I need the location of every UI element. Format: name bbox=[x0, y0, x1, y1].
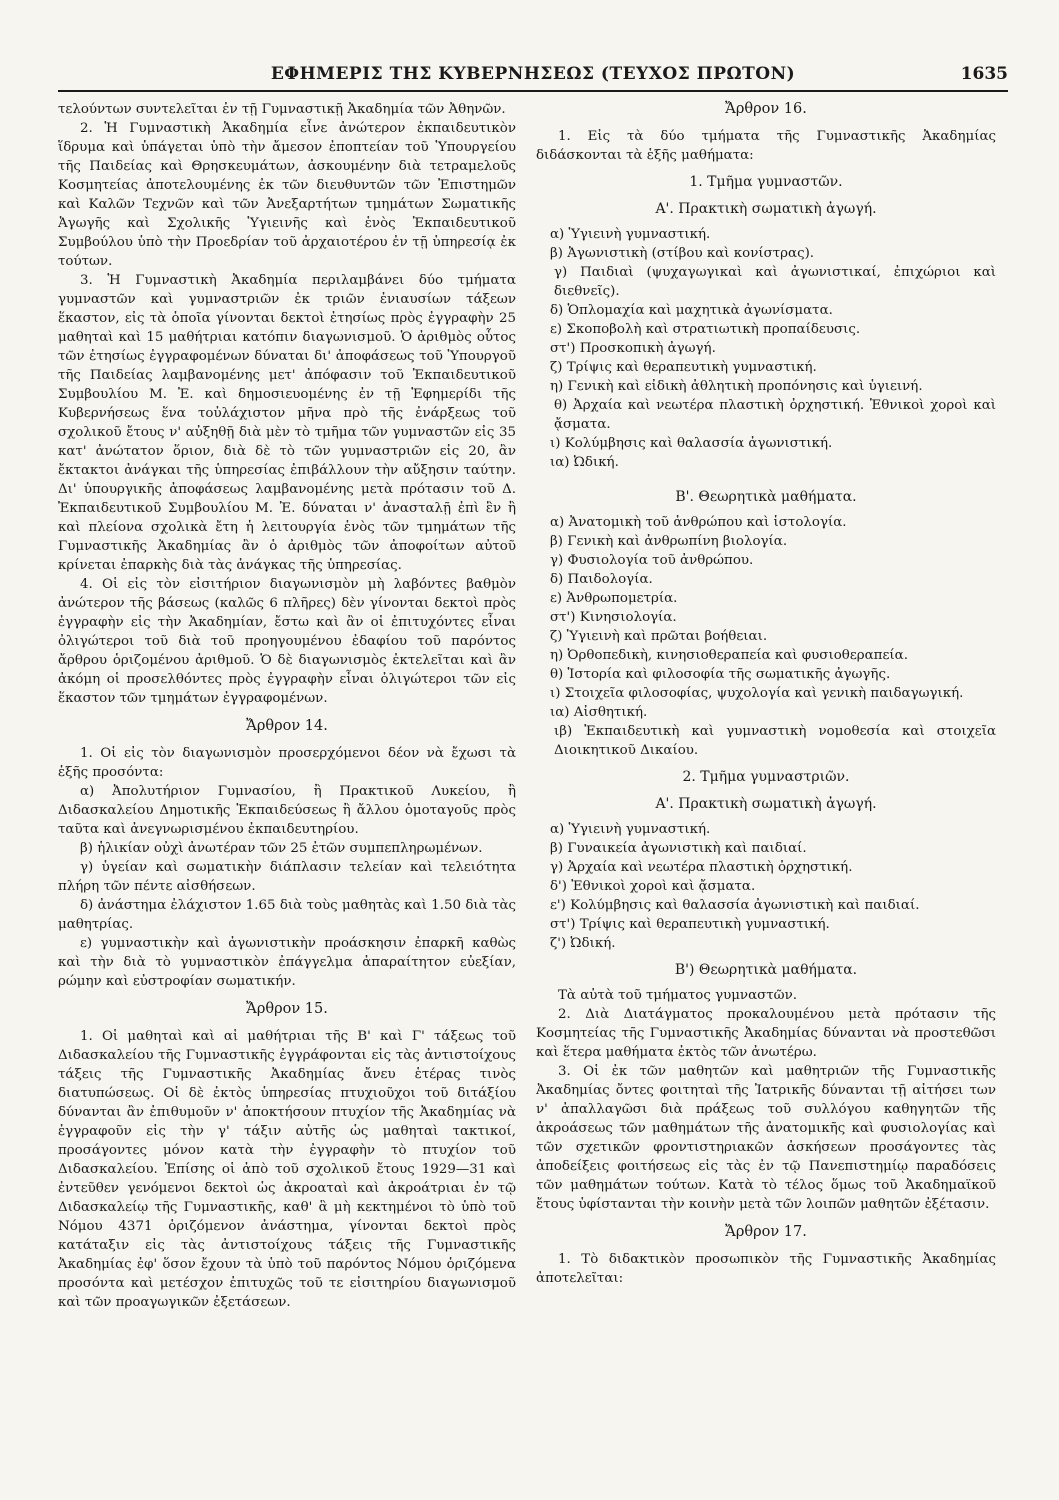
list-item: β) Γυναικεία ἀγωνιστικὴ καὶ παιδιαί. bbox=[550, 841, 807, 856]
paragraph: τελούντων συντελεῖται ἐν τῇ Γυμναστικῇ Ἀκαδημία τῶν Ἀθηνῶν. bbox=[58, 102, 506, 117]
section-heading: 1. Τμῆμα γυμναστῶν. bbox=[689, 174, 843, 190]
list-item: γ) Φυσιολογία τοῦ ἀνθρώπου. bbox=[550, 553, 754, 568]
list-item: α) Ἀνατομικὴ τοῦ ἀνθρώπου καὶ ἱστολογία. bbox=[550, 515, 847, 530]
list-item: δ') Ἐθνικοὶ χοροὶ καὶ ᾄσματα. bbox=[550, 879, 756, 894]
list-item: ε) Ἀνθρωπομετρία. bbox=[550, 591, 678, 606]
paragraph: 1. Τὸ διδακτικὸν προσωπικὸν τῆς Γυμναστικῆς Ἀκαδημίας ἀποτελεῖται: bbox=[536, 1252, 996, 1286]
gazette-title: ΕΦΗΜΕΡΙΣ ΤΗΣ ΚΥΒΕΡΝΗΣΕΩΣ (ΤΕΥΧΟΣ ΠΡΩΤΟΝ) bbox=[270, 64, 796, 84]
paragraph: 1. Οἱ εἰς τὸν διαγωνισμὸν προσερχόμενοι δέον νὰ ἔχωσι τὰ ἑξῆς προσόντα: bbox=[58, 746, 516, 780]
page-header bbox=[58, 60, 1008, 92]
list-item: θ) Ἱστορία καὶ φιλοσοφία τῆς σωματικῆς ἀγωγῆς. bbox=[550, 667, 891, 682]
list-item: ζ) Ὑγιεινὴ καὶ πρῶται βοήθειαι. bbox=[550, 629, 768, 644]
paragraph: 2. Ἡ Γυμναστικὴ Ἀκαδημία εἶνε ἀνώτερον ἐκπαιδευτικὸν ἵδρυμα καὶ ὑπάγεται ὑπὸ τὴν ἄμεσον ἐποπτείαν τοῦ Ὑπουργείου τῆς Παιδείας καὶ Θρησκευμάτων, ἀσκουμένην διὰ τετραμελοῦς Κοσμητείας ἀποτελουμένης ἐκ τῶν διευθυντῶν τῶν Ἐπιστημῶν καὶ Καλῶν Τεχνῶν καὶ τῶν Ἀνεξαρτήτων τμημάτων Σωματικῆς Ἀγωγῆς καὶ Σχολικῆς Ὑγιεινῆς καὶ ἑνὸς Ἐκπαιδευτικοῦ Συμβούλου ὑπὸ τὴν Προεδρίαν τοῦ ἀρχαιοτέρου ἐν τῇ ὑπηρεσίᾳ ἐκ τούτων. bbox=[58, 121, 516, 269]
paragraph: 2. Διὰ Διατάγματος προκαλουμένου μετὰ πρότασιν τῆς Κοσμητείας τῆς Γυμναστικῆς Ἀκαδημίας δύνανται νὰ προστεθῶσι καὶ ἕτερα μαθήματα ἐκτὸς τῶν ἀνωτέρω. bbox=[536, 1007, 996, 1060]
subsection-heading: Α'. Πρακτικὴ σωματικὴ ἀγωγή. bbox=[655, 201, 877, 217]
list-item: ια) Ὠδική. bbox=[550, 455, 619, 470]
right-column bbox=[536, 100, 996, 1288]
subsection-heading: Α'. Πρακτικὴ σωματικὴ ἀγωγή. bbox=[655, 796, 877, 812]
list-item: ε') Κολύμβησις καὶ θαλασσία ἀγωνιστικὴ καὶ παιδιαί. bbox=[550, 898, 920, 913]
paragraph: 1. Εἰς τὰ δύο τμήματα τῆς Γυμναστικῆς Ἀκαδημίας διδάσκονται τὰ ἑξῆς μαθήματα: bbox=[536, 129, 996, 163]
list-item: ιβ) Ἐκπαιδευτικὴ καὶ γυμναστικὴ νομοθεσία καὶ στοιχεῖα Διοικητικοῦ Δικαίου. bbox=[554, 724, 996, 758]
list-item: β) Ἀγωνιστικὴ (στίβου καὶ κονίστρας). bbox=[550, 246, 815, 261]
list-item: η) Ὀρθοπεδικὴ, κινησιοθεραπεία καὶ φυσιοθεραπεία. bbox=[550, 648, 908, 663]
list-item: δ) Παιδολογία. bbox=[550, 572, 653, 587]
list-item: θ) Ἀρχαία καὶ νεωτέρα πλαστικὴ ὀρχηστική. Ἐθνικοὶ χοροὶ καὶ ᾄσματα. bbox=[554, 398, 996, 432]
list-item: γ) Παιδιαὶ (ψυχαγωγικαὶ καὶ ἀγωνιστικαί, ἐπιχώριοι καὶ διεθνεῖς). bbox=[554, 265, 996, 299]
subsection-heading: Β'. Θεωρητικὰ μαθήματα. bbox=[675, 489, 857, 505]
article-heading: Ἄρθρον 17. bbox=[725, 1224, 807, 1240]
list-item: δ) ἀνάστημα ἐλάχιστον 1.65 διὰ τοὺς μαθητὰς καὶ 1.50 διὰ τὰς μαθητρίας. bbox=[58, 898, 516, 932]
list-item: ζ') Ὠδική. bbox=[550, 936, 616, 951]
list-item: γ) ὑγείαν καὶ σωματικὴν διάπλασιν τελείαν καὶ τελειότητα πλήρη τῶν πέντε αἰσθήσεων. bbox=[58, 860, 516, 894]
paragraph: Τὰ αὐτὰ τοῦ τμήματος γυμναστῶν. bbox=[558, 988, 797, 1003]
paragraph: 3. Οἱ ἐκ τῶν μαθητῶν καὶ μαθητριῶν τῆς Γυμναστικῆς Ἀκαδημίας ὄντες φοιτηταὶ τῆς Ἰατρικῆς δύνανται τῇ αἰτήσει των ν' ἀπαλλαγῶσι διὰ πράξεως τοῦ συλλόγου καθηγητῶν τῆς ἀκροάσεως τῶν μαθημάτων τῆς ἀνατομικῆς καὶ φυσιολογίας καὶ τῶν σχετικῶν φροντιστηριακῶν ἀσκήσεων προσάγοντες τὰς ἀποδείξεις φοιτήσεως εἰς τὰς ἐν τῷ Πανεπιστημίῳ παραδόσεις τῶν μαθημάτων τούτων. Κατὰ τὸ τέλος ὅμως τοῦ Ἀκαδημαϊκοῦ ἔτους ὑφίστανται τὴν κοινὴν μετὰ τῶν λοιπῶν μαθητῶν ἐξέτασιν. bbox=[536, 1064, 996, 1212]
left-column bbox=[58, 100, 516, 1312]
list-item: η) Γενικὴ καὶ εἰδικὴ ἀθλητικὴ προπόνησις καὶ ὑγιεινή. bbox=[550, 379, 923, 394]
list-item: α) Ἀπολυτήριον Γυμνασίου, ἢ Πρακτικοῦ Λυκείου, ἢ Διδασκαλείου Δημοτικῆς Ἐκπαιδεύσεως ἢ ἄλλου ὁμοταγοῦς πρὸς ταῦτα καὶ ἀνεγνωρισμένου ἐκπαιδευτηρίου. bbox=[58, 784, 516, 837]
paragraph: 4. Οἱ εἰς τὸν εἰσιτήριον διαγωνισμὸν μὴ λαβόντες βαθμὸν ἀνώτερον τῆς βάσεως (καλῶς 6 πλῆρες) δὲν γίνονται δεκτοὶ πρὸς ἐγγραφὴν εἰς τὴν Ἀκαδημίαν, ἔστω καὶ ἂν οἱ ἐπιτυχόντες εἶναι ὀλιγώτεροι τοῦ διὰ τοῦ προηγουμένου ἐδαφίου τοῦ παρόντος ἄρθρου ὁριζομένου ἀριθμοῦ. Ὁ δὲ διαγωνισμὸς ἐκτελεῖται καὶ ἂν ἀκόμη οἱ προσελθόντες πρὸς ἐγγραφὴν εἶναι ὀλιγώτεροι τῶν εἰς ἕκαστον τῶν τμημάτων ἐγγραφομένων. bbox=[58, 577, 516, 706]
list-item: γ) Ἀρχαία καὶ νεωτέρα πλαστικὴ ὀρχηστική. bbox=[550, 860, 853, 875]
article-heading: Ἄρθρον 16. bbox=[725, 101, 807, 117]
list-item: ε) Σκοποβολὴ καὶ στρατιωτικὴ προπαίδευσις. bbox=[550, 322, 861, 337]
subsection-heading: Β') Θεωρητικὰ μαθήματα. bbox=[674, 962, 858, 978]
list-item: α) Ὑγιεινὴ γυμναστική. bbox=[550, 822, 711, 837]
list-item: στ') Τρίψις καὶ θεραπευτικὴ γυμναστική. bbox=[550, 917, 830, 932]
list-item: β) ἡλικίαν οὐχὶ ἀνωτέραν τῶν 25 ἐτῶν συμπεπληρωμένων. bbox=[80, 841, 483, 856]
list-item: ζ) Τρίψις καὶ θεραπευτικὴ γυμναστική. bbox=[550, 360, 817, 375]
article-heading: Ἄρθρον 15. bbox=[246, 1001, 328, 1017]
list-item: β) Γενικὴ καὶ ἀνθρωπίνη βιολογία. bbox=[550, 534, 788, 549]
section-heading: 2. Τμῆμα γυμναστριῶν. bbox=[682, 769, 850, 785]
article-heading: Ἄρθρον 14. bbox=[246, 718, 328, 734]
list-item: ι) Κολύμβησις καὶ θαλασσία ἀγωνιστική. bbox=[550, 436, 833, 451]
list-item: ια) Αἰσθητική. bbox=[550, 705, 648, 720]
list-item: α) Ὑγιεινὴ γυμναστική. bbox=[550, 227, 711, 242]
paragraph: 3. Ἡ Γυμναστικὴ Ἀκαδημία περιλαμβάνει δύο τμήματα γυμναστῶν καὶ γυμναστριῶν ἐκ τριῶν ἐνιαυσίων τάξεων ἕκαστον, εἰς τὰ ὁποῖα γίνονται δεκτοὶ ἐτησίως πρὸς ἐγγραφὴν 25 μαθηταὶ καὶ 15 μαθήτριαι κατόπιν διαγωνισμοῦ. Ὁ ἀριθμὸς οὗτος τῶν ἐτησίως ἐγγραφομένων δύναται δι' ἀποφάσεως τοῦ Ὑπουργοῦ τῆς Παιδείας λαμβανομένης μετ' ἀπόφασιν τοῦ Ἐκπαιδευτικοῦ Συμβουλίου Μ. Ἐ. καὶ δημοσιευομένης ἐν τῇ Ἐφημερίδι τῆς Κυβερνήσεως ἕνα τοὐλάχιστον μῆνα πρὸ τῆς ἐνάρξεως τοῦ σχολικοῦ ἔτους ν' αὐξηθῇ διὰ μὲν τὸ τμῆμα τῶν γυμναστῶν εἰς 35 κατ' ἀνώτατον ὅριον, διὰ δὲ τὸ τῶν γυμναστριῶν εἰς 20, ἂν ἔκτακτοι ἀνάγκαι τῆς ὑπηρεσίας ἐπιβάλλουν τὴν αὔξησιν ταύτην. Δι' ὑπουργικῆς ἀποφάσεως λαμβανομένης μετὰ πρότασιν τοῦ Δ. Ἐκπαιδευτικοῦ Συμβουλίου Μ. Ἐ. δύναται ν' ἀνασταλῇ ἐπὶ ἓν ἢ καὶ πλείονα σχολικὰ ἔτη ἡ λειτουργία ἑνὸς τῶν τμημάτων τῆς Γυμναστικῆς Ἀκαδημίας ἂν ὁ ἀριθμὸς τῶν ἀποφοίτων αὐτοῦ κρίνεται ἐπαρκὴς διὰ τὰς ἀνάγκας τῆς ὑπηρεσίας. bbox=[58, 273, 516, 573]
list-item: στ') Κινησιολογία. bbox=[550, 610, 677, 625]
paragraph: 1. Οἱ μαθηταὶ καὶ αἱ μαθήτριαι τῆς Β' καὶ Γ' τάξεως τοῦ Διδασκαλείου τῆς Γυμναστικῆς ἐγγράφονται εἰς τὰς ἀντιστοίχους τάξεις τῆς Γυμναστικῆς Ἀκαδημίας ἄνευ ἑτέρας τινὸς διατυπώσεως. Οἱ δὲ ἐκτὸς ὑπηρεσίας πτυχιοῦχοι τοῦ διτάξίου δύνανται ἂν ἐπιθυμοῦν ν' ἀποκτήσουν πτυχίον τῆς Ἀκαδημίας νὰ ἐγγραφοῦν εἰς τὴν γ' τάξιν αὐτῆς ὡς μαθηταὶ τακτικοί, προσάγοντες μόνον κατὰ τὴν ἐγγραφὴν τὸ πτυχίον τοῦ Διδασκαλείου. Ἐπίσης οἱ ἀπὸ τοῦ σχολικοῦ ἔτους 1929—31 καὶ ἐντεῦθεν γενόμενοι δεκτοὶ ὡς ἀκροαταὶ καὶ ἀκροάτριαι ἐν τῷ Διδασκαλείῳ τῆς Γυμναστικῆς, καθ' ἃ μὴ κεκτημένοι τὸ ὑπὸ τοῦ Νόμου 4371 ὁριζόμενον ἀνάστημα, γίνονται δεκτοὶ πρὸς κατάταξιν εἰς τὰς ἀντιστοίχους τάξεις τῆς Γυμναστικῆς Ἀκαδημίας ἐφ' ὅσον ἔχουν τὰ ὑπὸ τοῦ παρόντος Νόμου ὁριζόμενα προσόντα καὶ μετέσχον ἐπιτυχῶς τοῦ τε εἰσιτηρίου διαγωνισμοῦ καὶ τῶν προαγωγικῶν ἐξετάσεων. bbox=[58, 1029, 516, 1310]
list-item: στ') Προσκοπικὴ ἀγωγή. bbox=[550, 341, 716, 356]
page-number: 1635 bbox=[960, 64, 1008, 84]
list-item: ι) Στοιχεῖα φιλοσοφίας, ψυχολογία καὶ γενικὴ παιδαγωγική. bbox=[550, 686, 964, 701]
list-item: ε) γυμναστικὴν καὶ ἀγωνιστικὴν προάσκησιν ἐπαρκῆ καθὼς καὶ τὴν διὰ τὸ γυμναστικὸν ἐπάγγελμα ἀπαραίτητον εὐεξίαν, ρώμην καὶ εὐστροφίαν σωματικήν. bbox=[58, 936, 516, 989]
list-item: δ) Ὁπλομαχία καὶ μαχητικὰ ἀγωνίσματα. bbox=[550, 303, 833, 318]
